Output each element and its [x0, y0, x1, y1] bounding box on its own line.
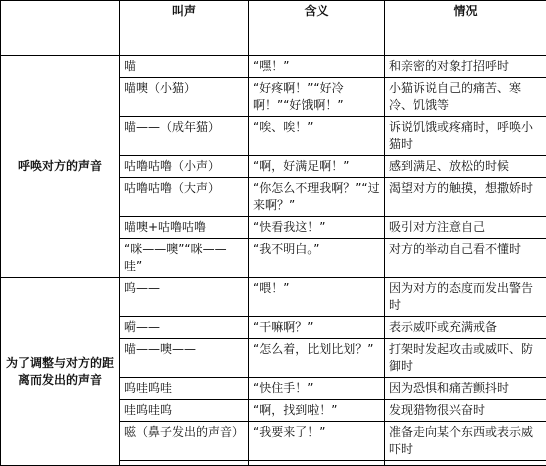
meaning-cell: “快住手！”: [249, 378, 385, 400]
meaning-cell: “我要来了！”: [249, 422, 385, 461]
situation-cell: [385, 461, 546, 466]
sound-cell: 喵——噢——: [120, 339, 249, 378]
header-blank: [1, 1, 120, 56]
sound-cell: 哇呜哇呜: [120, 400, 249, 422]
sound-cell: [120, 461, 249, 466]
meaning-cell: “喂！”: [249, 278, 385, 317]
situation-cell: 打架时发起攻击或威吓、防御时: [385, 339, 546, 378]
sound-cell: 嗬——: [120, 317, 249, 339]
meaning-cell: “好疼啊！”“好冷啊！”“好饿啊！”: [249, 78, 385, 117]
situation-cell: 对方的举动自己看不懂时: [385, 239, 546, 278]
header-meaning: 含义: [249, 1, 385, 56]
table-row: [1, 56, 546, 78]
meaning-cell: “你怎么不理我啊？”“过来啊？”: [249, 178, 385, 217]
sound-cell: 喵——（成年猫）: [120, 117, 249, 156]
situation-cell: 小猫诉说自己的痛苦、寒冷、饥饿等: [385, 78, 546, 117]
meaning-cell: “我不明白。”: [249, 239, 385, 278]
category-label: 呼唤对方的声音: [1, 56, 120, 278]
sound-cell: 喵噢+咕噜咕噜: [120, 217, 249, 239]
meaning-cell: “嘿！”: [249, 56, 385, 78]
sound-cell: 呜——: [120, 278, 249, 317]
situation-cell: 和亲密的对象打招呼时: [385, 56, 546, 78]
situation-cell: 发现猎物很兴奋时: [385, 400, 546, 422]
table-row: [1, 278, 546, 317]
meaning-cell: “唉、唉！”: [249, 117, 385, 156]
meaning-cell: “干嘛啊？”: [249, 317, 385, 339]
sound-cell: 呜哇呜哇: [120, 378, 249, 400]
sound-cell: 咕噜咕噜（大声）: [120, 178, 249, 217]
sound-cell: 喵噢（小猫）: [120, 78, 249, 117]
meaning-cell: “快看我这！”: [249, 217, 385, 239]
category-label: 为了调整与对方的距离而发出的声音: [1, 278, 120, 466]
header-sound: 叫声: [120, 1, 249, 56]
meaning-cell: “怎么着，比划比划？”: [249, 339, 385, 378]
sound-cell: 咕噜咕噜（小声）: [120, 156, 249, 178]
situation-cell: 因为对方的态度而发出警告时: [385, 278, 546, 317]
meaning-cell: “啊，找到啦！”: [249, 400, 385, 422]
sound-cell: 喵: [120, 56, 249, 78]
meaning-cell: “啊，好满足啊！”: [249, 156, 385, 178]
situation-cell: 因为恐惧和痛苦颤抖时: [385, 378, 546, 400]
header-row: [1, 1, 546, 56]
sound-cell: “咪——噢”“咪——哇”: [120, 239, 249, 278]
situation-cell: 诉说饥饿或疼痛时，呼唤小猫时: [385, 117, 546, 156]
sound-cell: 嗞（鼻子发出的声音）: [120, 422, 249, 461]
situation-cell: 吸引对方注意自己: [385, 217, 546, 239]
situation-cell: 表示威吓或充满戒备: [385, 317, 546, 339]
meaning-cell: [249, 461, 385, 466]
header-situation: 情况: [385, 1, 546, 56]
situation-cell: 渴望对方的触摸，想撒娇时: [385, 178, 546, 217]
situation-cell: 感到满足、放松的时候: [385, 156, 546, 178]
situation-cell: 准备走向某个东西或表示威吓时: [385, 422, 546, 461]
